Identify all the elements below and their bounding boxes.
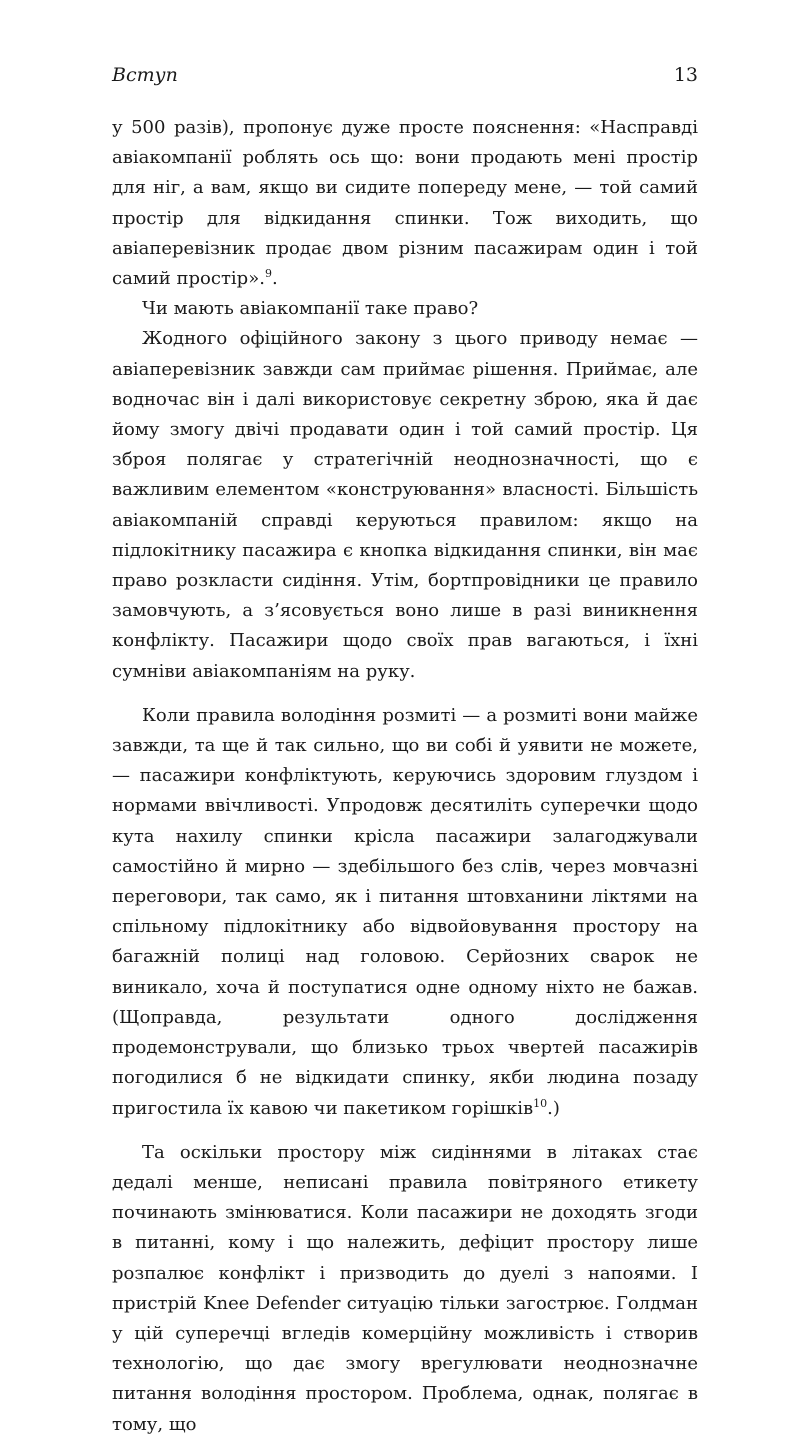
paragraph-5 [112,1138,698,1440]
paragraph-5-text: Та оскільки простору між сидіннями в літаках стає дедалі менше, неписані правила повітряного етикету починають змінюватися. Коли пасажири не доходять згоди в питанні, кому і що належить, дефіцит простору лише розпалює конфлікт і призводить до дуелі з напоями. І пристрій Knee Defender ситуацію тільки загострює. Голдман у цій суперечці вгледів комерційну можливість і створив технологію, що дає змогу врегулювати неоднозначне питання володіння простором. Проблема, однак, полягає в тому, що [112,1141,698,1435]
paragraph-1-text: у 500 разів), пропонує дуже просте пояснення: «Насправді авіакомпанії роблять ось що: вони продають мені простір для ніг, а вам, якщо ви сидите попереду мене, — той самий простір для відкидання спинки. Тож виходить, що авіаперевізник продає двом різним пасажирам один і той самий простір». [112,117,698,290]
page-number: 13 [673,64,698,86]
paragraph-2 [112,294,698,324]
paragraph-4 [112,701,698,1124]
paragraph-4-text: Коли правила володіння розмиті — а розмиті вони майже завжди, та ще й так сильно, що ви собі й уявити не можете, — пасажири конфліктують, керуючись здоровим глуздом і нормами ввічливості. Упродовж десятиліть суперечки щодо кута нахилу спинки крісла пасажири залагоджували самостійно й мирно — здебільшого без слів, через мовчазні переговори, так само, як і питання штовханини ліктями на спільному підлокітнику або відвойовування простору на багажній полиці над головою. Серйозних сварок не виникало, хоча й поступатися одне одному ніхто не бажав. (Щоправда, результати одного дослідження продемонстрували, що близько трьох чвертей пасажирів погодилися б не відкидати спинку, якби людина позаду пригостила їх кавою чи пакетиком горішків [112,704,698,1119]
footnote-ref-9[interactable]: 9 [264,267,272,281]
paragraph-4-tail: .) [547,1097,560,1119]
running-head: Вступ [112,64,178,86]
body-text [112,113,698,1440]
paragraph-2-text: Чи мають авіакомпанії таке право? [142,298,479,320]
page-header [112,64,698,94]
paragraph-3-text: Жодного офіційного закону з цього приводу немає — авіаперевізник завжди сам приймає рішення. Приймає, але водночас він і далі використовує секретну зброю, яка й дає йому змогу двічі продавати один і той самий простір. Ця зброя полягає у стратегічній неоднозначності, що є важливим елементом «конструювання» власності. Більшість авіакомпаній справді керуються правилом: якщо на підлокітнику пасажира є кнопка відкидання спинки, він має право розкласти сидіння. Утім, бортпровідники це правило замовчують, а з’ясовується воно лише в разі виникнення конфлікту. Пасажири щодо своїх прав вагаються, і їхні сумніви авіакомпаніям на руку. [112,328,698,682]
footnote-ref-10[interactable]: 10 [533,1096,548,1110]
paragraph-3 [112,324,698,686]
paragraph-1: у 500 разів), пропонує дуже просте пояснення: «Насправді авіакомпанії роблять ось що: вони продають мені простір для ніг, а вам, якщо ви сидите попереду мене, — той самий простір для відкидання спинки. Тож виходить, що авіаперевізник продає двом різним пасажирам один і той самий простір».$^9$. [112,117,698,290]
